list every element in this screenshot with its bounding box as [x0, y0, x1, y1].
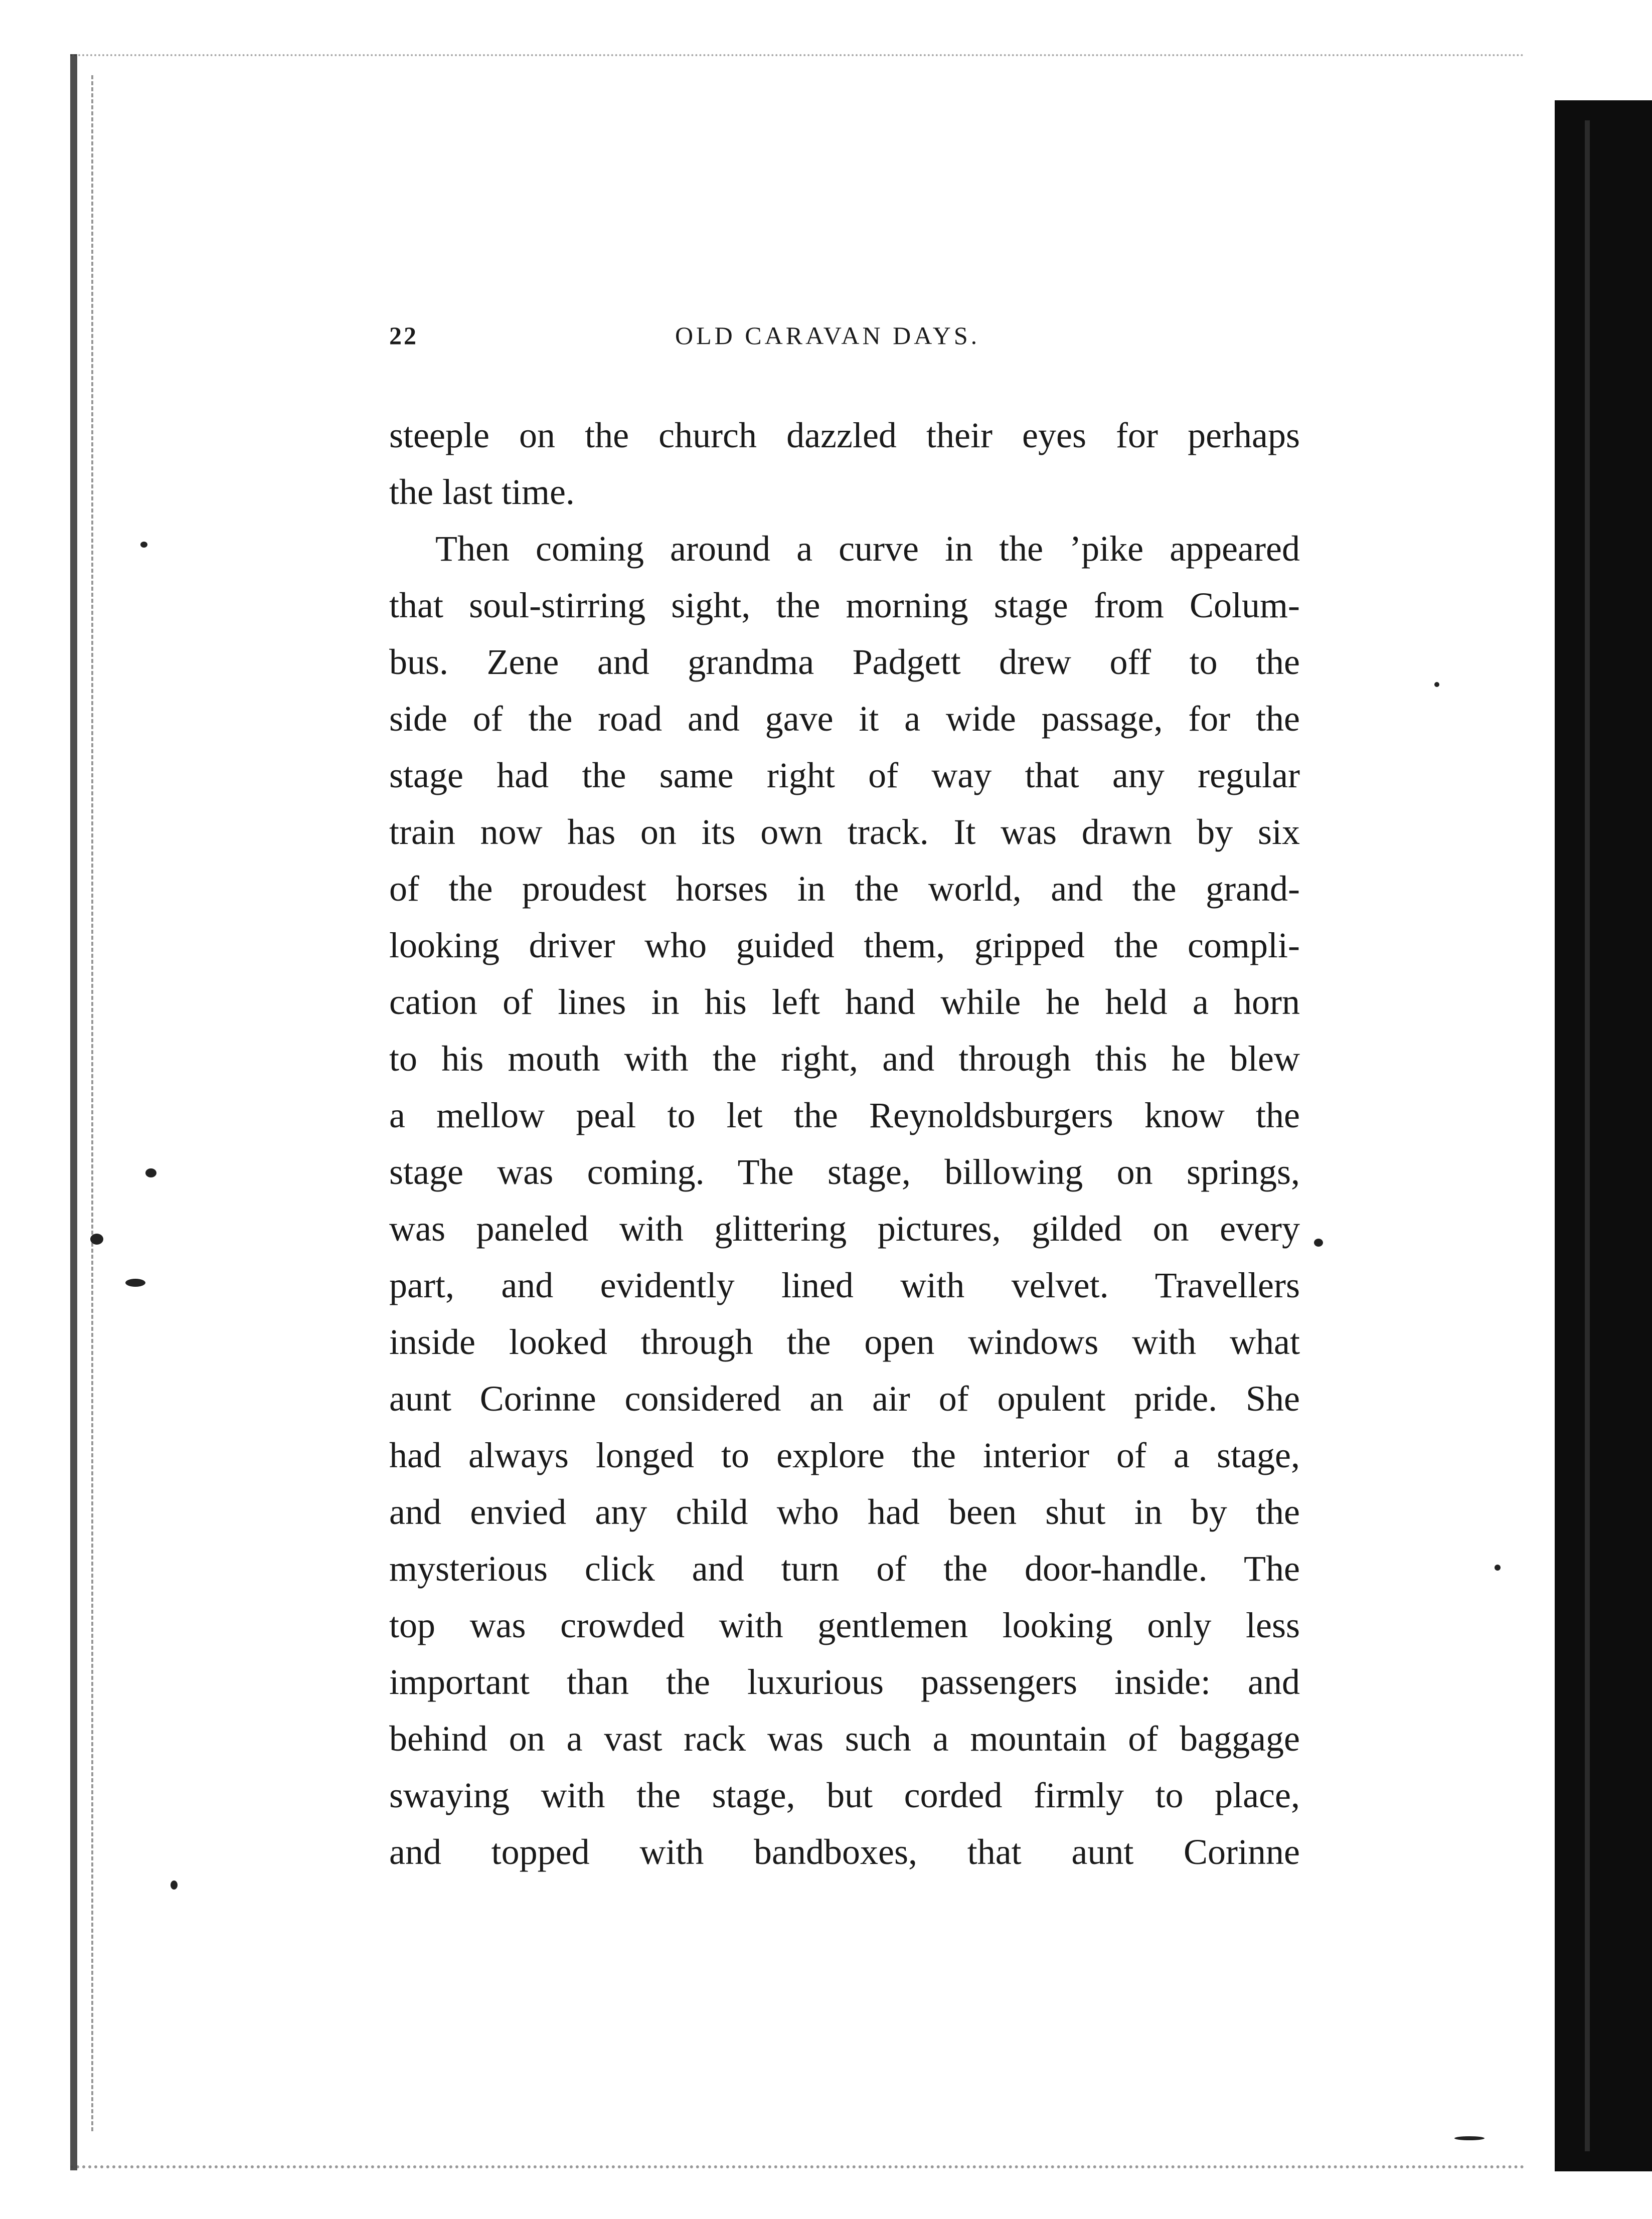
book-spine-gap: [1585, 120, 1590, 2151]
text-line: of the proudest horses in the world, and the grand-: [389, 869, 1300, 909]
text-line: and envied any child who had been shut in by the: [389, 1492, 1300, 1532]
text-line: bus. Zene and grandma Padgett drew off to the: [389, 642, 1300, 682]
body-text: [389, 407, 1300, 1881]
scan-edge-bottom: [70, 2165, 1525, 2172]
text-line: important than the luxurious passengers inside: and: [389, 1662, 1300, 1702]
running-head: [389, 321, 1076, 361]
scan-speck: [140, 542, 147, 548]
scan-edge-top: [70, 54, 1525, 61]
scan-speck: [90, 1234, 103, 1245]
scan-speck: [171, 1881, 178, 1890]
scan-speck: [1454, 2136, 1484, 2140]
text-line: Then coming around a curve in the ’pike appeared: [435, 529, 1300, 569]
running-title: OLD CARAVAN DAYS.: [675, 321, 980, 350]
text-line: was paneled with glittering pictures, gilded on every: [389, 1209, 1300, 1249]
text-line: stage was coming. The stage, billowing on springs,: [389, 1152, 1300, 1192]
text-line: cation of lines in his left hand while he held a horn: [389, 982, 1300, 1022]
text-line: top was crowded with gentlemen looking only less: [389, 1605, 1300, 1645]
text-line: aunt Corinne considered an air of opulent pride. She: [389, 1379, 1300, 1419]
text-line: that soul-stirring sight, the morning stage from Colum-: [389, 585, 1300, 625]
scan-edge-left-inner: [91, 75, 96, 2131]
text-line: inside looked through the open windows with what: [389, 1322, 1300, 1362]
text-line: had always longed to explore the interior of a stage,: [389, 1435, 1300, 1475]
text-line: and topped with bandboxes, that aunt Corinne: [389, 1832, 1300, 1872]
text-line: to his mouth with the right, and through this he blew: [389, 1039, 1300, 1079]
page-number: 22: [389, 321, 418, 350]
text-line: a mellow peal to let the Reynoldsburgers know the: [389, 1095, 1300, 1135]
scan-speck: [1495, 1565, 1501, 1571]
text-line: behind on a vast rack was such a mountain of baggage: [389, 1719, 1300, 1759]
scan-speck: [125, 1279, 145, 1287]
scan-speck: [1314, 1239, 1323, 1247]
text-line: part, and evidently lined with velvet. Travellers: [389, 1265, 1300, 1305]
text-line: side of the road and gave it a wide passage, for the: [389, 699, 1300, 739]
text-line: swaying with the stage, but corded firmly to place,: [389, 1775, 1300, 1815]
text-line: steeple on the church dazzled their eyes for perhaps: [389, 415, 1300, 455]
text-line: mysterious click and turn of the door-handle. The: [389, 1549, 1300, 1589]
book-spine-shadow: [1555, 100, 1652, 2171]
text-line: train now has on its own track. It was drawn by six: [389, 812, 1300, 852]
scan-speck: [1434, 682, 1439, 687]
text-line: looking driver who guided them, gripped the compli-: [389, 925, 1300, 965]
text-line: the last time.: [389, 472, 575, 512]
text-line: stage had the same right of way that any regular: [389, 755, 1300, 795]
scan-speck: [145, 1168, 156, 1177]
